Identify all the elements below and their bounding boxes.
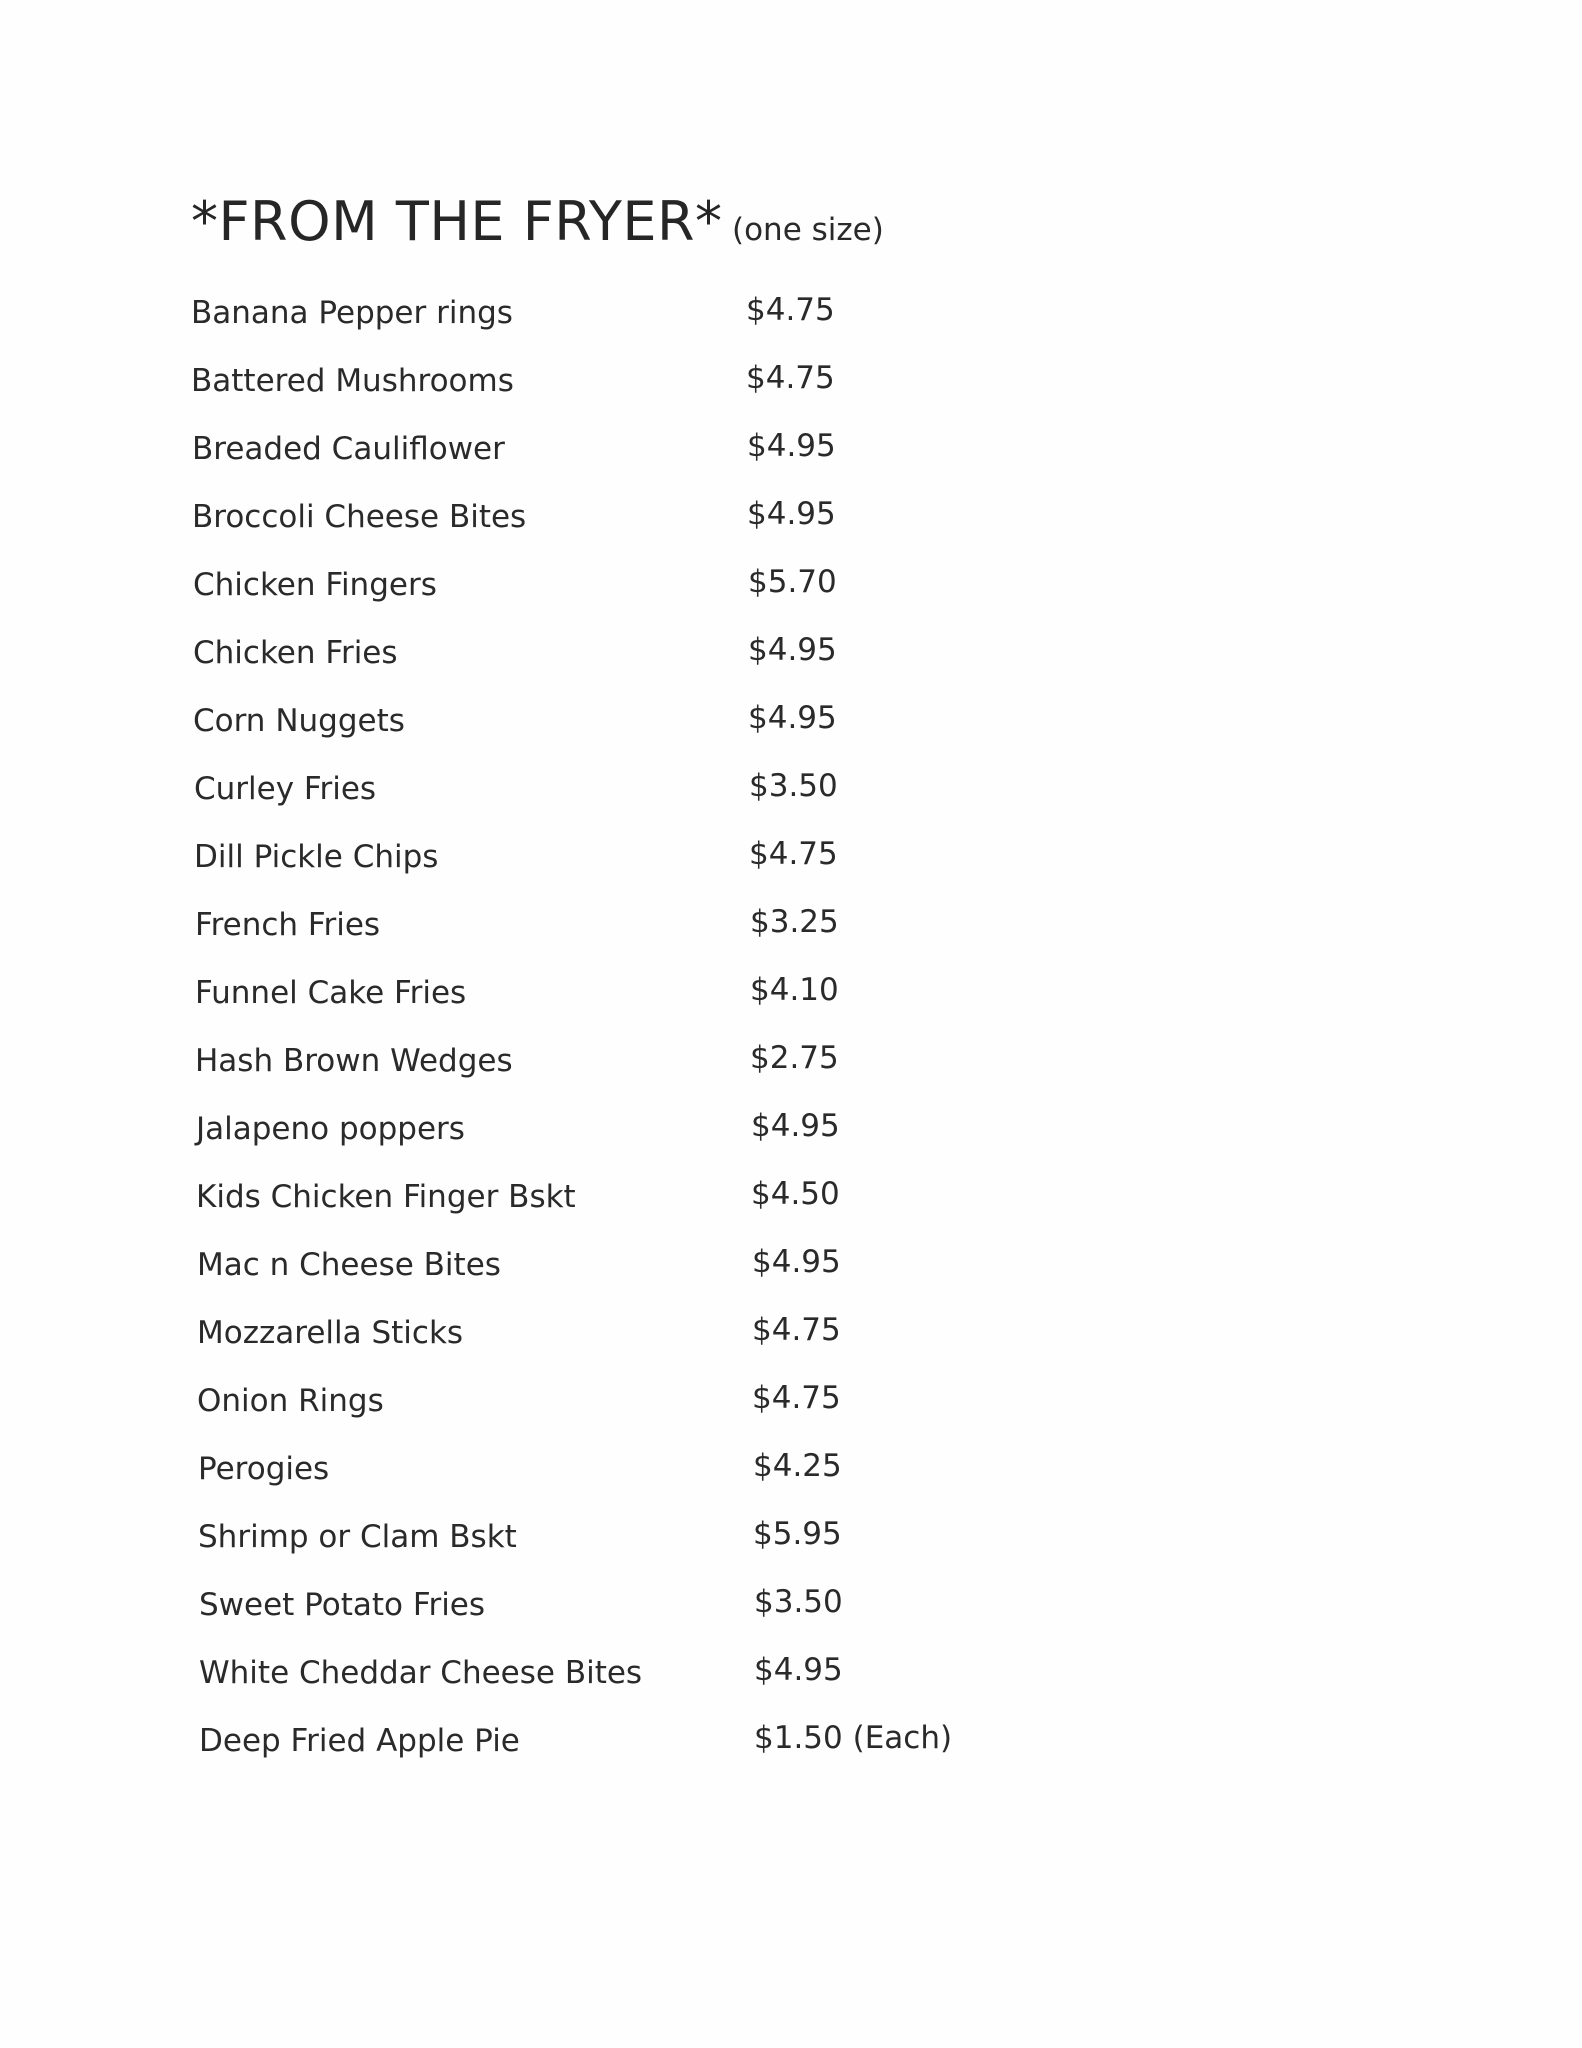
menu-item-price: $3.50 bbox=[754, 1584, 843, 1620]
menu-item-price: $5.70 bbox=[748, 564, 837, 600]
menu-item-row bbox=[195, 903, 1095, 953]
menu-item-price: $4.95 bbox=[747, 496, 836, 532]
menu-item-row bbox=[193, 631, 1093, 681]
menu-item-name: Jalapeno poppers bbox=[196, 1111, 465, 1147]
menu-item-row bbox=[191, 359, 1091, 409]
menu-item-price: $4.75 bbox=[746, 360, 835, 396]
menu-item-name: Breaded Cauliflower bbox=[192, 431, 505, 467]
menu-item-price: $2.75 bbox=[750, 1040, 839, 1076]
menu-item-row bbox=[195, 971, 1095, 1021]
menu-item-name: Perogies bbox=[198, 1451, 330, 1487]
menu-item-price: $4.95 bbox=[752, 1244, 841, 1280]
menu-item-row bbox=[198, 1515, 1098, 1565]
menu-item-name: Curley Fries bbox=[194, 771, 377, 807]
menu-item-name: Kids Chicken Finger Bskt bbox=[196, 1179, 576, 1215]
menu-item-price: $4.95 bbox=[747, 428, 836, 464]
menu-item-price: $4.95 bbox=[748, 632, 837, 668]
menu-item-price: $4.95 bbox=[748, 700, 837, 736]
menu-item-price: $4.75 bbox=[746, 292, 835, 328]
menu-item-name: Sweet Potato Fries bbox=[199, 1587, 486, 1623]
menu-subtitle: (one size) bbox=[732, 212, 884, 248]
menu-item-row bbox=[197, 1379, 1097, 1429]
menu-item-price: $5.95 bbox=[753, 1516, 842, 1552]
menu-item-name: Battered Mushrooms bbox=[191, 363, 514, 399]
menu-item-price: $1.50 (Each) bbox=[754, 1720, 953, 1756]
menu-item-row bbox=[193, 699, 1093, 749]
menu-item-name: Dill Pickle Chips bbox=[194, 839, 439, 875]
menu-item-row bbox=[192, 495, 1092, 545]
menu-item-price: $3.25 bbox=[750, 904, 839, 940]
menu-title: *FROM THE FRYER* bbox=[191, 190, 723, 253]
menu-item-price: $4.50 bbox=[751, 1176, 840, 1212]
menu-item-name: Mac n Cheese Bites bbox=[197, 1247, 501, 1283]
menu-item-row bbox=[196, 1107, 1096, 1157]
menu-item-row bbox=[194, 835, 1094, 885]
menu-item-name: Onion Rings bbox=[197, 1383, 384, 1419]
menu-item-row bbox=[194, 767, 1094, 817]
menu-item-price: $4.25 bbox=[753, 1448, 842, 1484]
menu-item-row bbox=[192, 427, 1092, 477]
menu-item-name: Mozzarella Sticks bbox=[197, 1315, 464, 1351]
menu-item-name: Deep Fried Apple Pie bbox=[199, 1723, 520, 1759]
menu-item-price: $4.10 bbox=[750, 972, 839, 1008]
menu-item-row bbox=[191, 291, 1091, 341]
menu-item-price: $3.50 bbox=[749, 768, 838, 804]
menu-item-row bbox=[199, 1719, 1099, 1769]
menu-item-row bbox=[196, 1175, 1096, 1225]
menu-item-row bbox=[193, 563, 1093, 613]
menu-item-name: Broccoli Cheese Bites bbox=[192, 499, 527, 535]
menu-item-name: Chicken Fingers bbox=[193, 567, 437, 603]
menu-item-price: $4.75 bbox=[752, 1380, 841, 1416]
menu-item-row bbox=[198, 1447, 1098, 1497]
menu-item-name: White Cheddar Cheese Bites bbox=[199, 1655, 643, 1691]
menu-item-name: Shrimp or Clam Bskt bbox=[198, 1519, 517, 1555]
menu-item-row bbox=[195, 1039, 1095, 1089]
menu-item-row bbox=[199, 1651, 1099, 1701]
menu-item-price: $4.75 bbox=[752, 1312, 841, 1348]
menu-item-name: Corn Nuggets bbox=[193, 703, 405, 739]
menu-item-row bbox=[199, 1583, 1099, 1633]
menu-item-price: $4.95 bbox=[751, 1108, 840, 1144]
menu-item-name: Chicken Fries bbox=[193, 635, 398, 671]
menu-item-name: Hash Brown Wedges bbox=[195, 1043, 513, 1079]
menu-item-row bbox=[197, 1311, 1097, 1361]
menu-item-price: $4.75 bbox=[749, 836, 838, 872]
menu-item-row bbox=[197, 1243, 1097, 1293]
menu-item-name: French Fries bbox=[195, 907, 381, 943]
menu-item-price: $4.95 bbox=[754, 1652, 843, 1688]
menu-item-name: Funnel Cake Fries bbox=[195, 975, 467, 1011]
menu-item-name: Banana Pepper rings bbox=[191, 295, 513, 331]
